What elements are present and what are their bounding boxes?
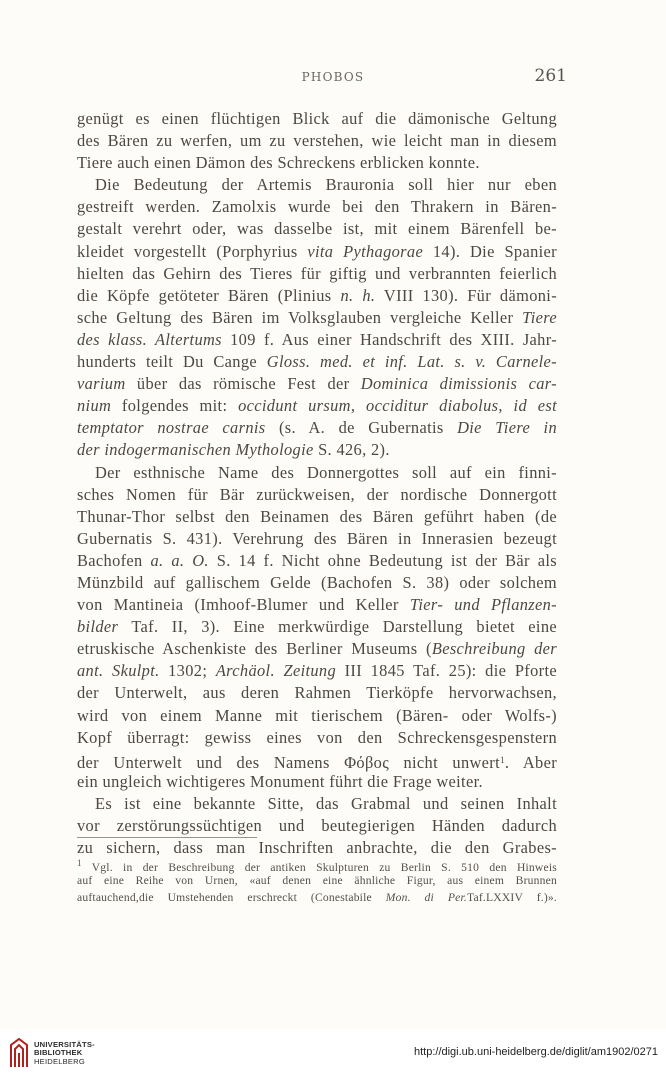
- text-span: gestreift werden. Zamolxis wurde bei den Thrakern in Bären-: [77, 197, 557, 217]
- text-span: die Köpfe getöteter Bären (Plinius: [77, 285, 341, 305]
- italic-text: varium: [77, 374, 126, 394]
- text-span: Münzbild auf gallischem Gelde (Bachofen S. 38) oder solchem: [77, 572, 557, 592]
- text-span: der Unterwelt, aus deren Rahmen Tierköpfe hervorwachsen,: [77, 683, 557, 703]
- text-span: Tiere auch einen Dämon des Schreckens erblicken konnte.: [77, 153, 480, 173]
- italic-text: Dominica dimissionis car-: [360, 374, 557, 394]
- text-span: Bachofen: [77, 550, 151, 570]
- text-line: [77, 152, 557, 174]
- italic-text: Die Tiere in: [457, 418, 557, 438]
- text-line: [77, 855, 557, 872]
- italic-text: Mon. di Per.: [385, 891, 467, 904]
- text-line: [77, 727, 557, 749]
- text-span: . Aber: [504, 752, 557, 772]
- library-name-line: UNIVERSITÄTS-: [34, 1040, 95, 1049]
- text-line: [77, 572, 557, 594]
- text-line: [77, 793, 557, 815]
- text-line: [77, 108, 557, 130]
- text-span: über das römische Fest der: [125, 374, 361, 394]
- text-line: [77, 307, 557, 329]
- text-span: von Mantineia (Imhoof-Blumer und Keller: [77, 595, 410, 615]
- footnote-marker: 1: [500, 754, 505, 765]
- text-span: Vgl. in der Beschreibung der antiken Skulpturen zu Berlin S. 510 den Hinweis: [81, 861, 557, 874]
- text-line: [77, 174, 557, 196]
- text-span: Kopf überragt: gewiss eines von den Schreckensgespenstern: [77, 727, 557, 747]
- text-span: wird von einem Manne mit tierischem (Bären- oder Wolfs-): [77, 705, 557, 725]
- text-span: Taf. II, 3). Eine merkwürdige Darstellung bietet eine: [118, 617, 557, 637]
- text-span: auftauchend,die Umstehenden erschreckt (Conestabile: [77, 891, 386, 904]
- text-span: kleidet vorgestellt (Porphyrius: [77, 241, 308, 261]
- text-line: [77, 373, 557, 395]
- text-span: Die Bedeutung der Artemis Brauronia soll hier nur eben: [95, 175, 557, 195]
- text-line: [77, 241, 557, 263]
- text-span: hunderts teilt Du Cange: [77, 352, 267, 372]
- text-line: [77, 749, 557, 771]
- text-line: [77, 815, 557, 837]
- text-line: [77, 196, 557, 218]
- italic-text: ant. Skulpt.: [77, 661, 160, 681]
- italic-text: a. a. O.: [150, 550, 209, 570]
- italic-text: vita Pythagorae: [307, 241, 424, 261]
- university-library-logo-icon[interactable]: [8, 1036, 30, 1070]
- text-span: 14). Die Spanier: [423, 241, 557, 261]
- text-line: [77, 395, 557, 417]
- italic-text: Beschreibung der: [431, 639, 557, 659]
- text-span: VIII 130). Für dämoni-: [375, 285, 558, 305]
- italic-text: Tiere: [522, 307, 557, 327]
- source-url-link[interactable]: http://digi.ub.uni-heidelberg.de/diglit/am1902/0271: [413, 1046, 658, 1058]
- italic-text: nium: [77, 396, 112, 416]
- text-line: [77, 705, 557, 727]
- text-span: gestalt verehrt oder, was dasselbe ist, mit einem Bärenfell be-: [77, 219, 557, 239]
- text-span: der Unterwelt und des Namens Φόβος nicht unwert: [77, 752, 501, 772]
- text-line: [77, 616, 557, 638]
- text-span: S. 14 f. Nicht ohne Bedeutung ist der Bär als: [208, 550, 558, 570]
- text-line: [77, 329, 557, 351]
- library-city: HEIDELBERG: [34, 1056, 85, 1066]
- italic-text: occidunt ursum, occiditur diabolus, id est: [238, 396, 557, 416]
- text-line: [77, 506, 557, 528]
- text-line: [77, 417, 557, 439]
- text-span: (s. A. de Gubernatis: [265, 418, 458, 438]
- footnote: [77, 855, 557, 906]
- running-head: [0, 66, 666, 86]
- text-line: [77, 682, 557, 704]
- italic-text: bilder: [77, 617, 119, 637]
- text-span: sche Geltung des Bären im Volksglauben vergleiche Keller: [77, 307, 523, 327]
- text-span: sches Nomen für Bär zurückweisen, der nordische Donnergott: [77, 484, 557, 504]
- italic-text: temptator nostrae carnis: [77, 418, 266, 438]
- text-span: hielten das Gehirn des Tieres für giftig und verbrannten feierlich: [77, 263, 557, 283]
- text-span: auf eine Reihe von Urnen, «auf denen eine ähnliche Figur, aus einem Brunnen: [77, 874, 557, 887]
- text-line: [77, 528, 557, 550]
- text-line: [77, 263, 557, 285]
- text-span: vor zerstörungssüchtigen und beutegierigen Händen dadurch: [77, 816, 557, 835]
- text-line: [77, 484, 557, 506]
- page-number: 261: [534, 66, 567, 86]
- text-span: ein ungleich wichtigeres Monument führt die Frage weiter.: [77, 771, 483, 791]
- text-span: genügt es einen flüchtigen Blick auf die dämonische Geltung: [77, 109, 557, 128]
- italic-text: n. h.: [340, 285, 376, 305]
- text-line: [77, 550, 557, 572]
- text-line: [77, 351, 557, 373]
- text-span: des Bären zu werfen, um zu verstehen, wie leicht man in diesem: [77, 131, 557, 151]
- body-text: [77, 108, 557, 859]
- italic-text: Archäol. Zeitung: [215, 661, 337, 681]
- footnote-rule: [77, 837, 257, 838]
- italic-text: des klass. Altertums: [77, 329, 222, 349]
- running-title: PHOBOS: [301, 70, 365, 84]
- text-line: [77, 462, 557, 484]
- text-span: folgendes mit:: [111, 396, 239, 416]
- text-line: [77, 218, 557, 240]
- text-line: [77, 594, 557, 616]
- text-span: Taf.LXXIV f.)».: [467, 891, 558, 904]
- text-line: [77, 660, 557, 682]
- text-line: [77, 872, 557, 889]
- text-line: [77, 439, 557, 461]
- italic-text: der indogermanischen Mythologie: [77, 440, 314, 460]
- italic-text: Tier- und Pflanzen-: [409, 595, 557, 615]
- text-span: etruskische Aschenkiste des Berliner Museums (: [77, 639, 432, 659]
- library-name[interactable]: [34, 1041, 95, 1066]
- text-span: zu sichern, dass man Inschriften anbrachte, die den Grabes-: [77, 838, 557, 858]
- text-span: 109 f. Aus einer Handschrift des XIII. Jahr-: [221, 329, 558, 349]
- library-name-line: BIBLIOTHEK: [34, 1048, 83, 1058]
- text-line: [77, 889, 557, 906]
- text-line: [77, 771, 557, 793]
- text-span: Thunar-Thor selbst den Beinamen des Bären geführt haben (de: [77, 506, 557, 526]
- text-span: Gubernatis S. 431). Verehrung des Bären in Innerasien bezeugt: [77, 528, 557, 548]
- text-span: Der esthnische Name des Donnergottes soll auf ein finni-: [95, 462, 557, 482]
- text-span: 1302;: [159, 661, 216, 681]
- text-span: Es ist eine bekannte Sitte, das Grabmal und seinen Inhalt: [95, 793, 557, 813]
- text-line: [77, 130, 557, 152]
- text-span: III 1845 Taf. 25): die Pforte: [336, 661, 557, 681]
- digital-library-footer: [0, 1030, 666, 1079]
- footnote-marker: 1: [77, 858, 82, 868]
- italic-text: Gloss. med. et inf. Lat. s. v. Carnele-: [266, 352, 557, 372]
- text-line: [77, 285, 557, 307]
- text-line: [77, 638, 557, 660]
- text-span: S. 426, 2).: [313, 440, 390, 460]
